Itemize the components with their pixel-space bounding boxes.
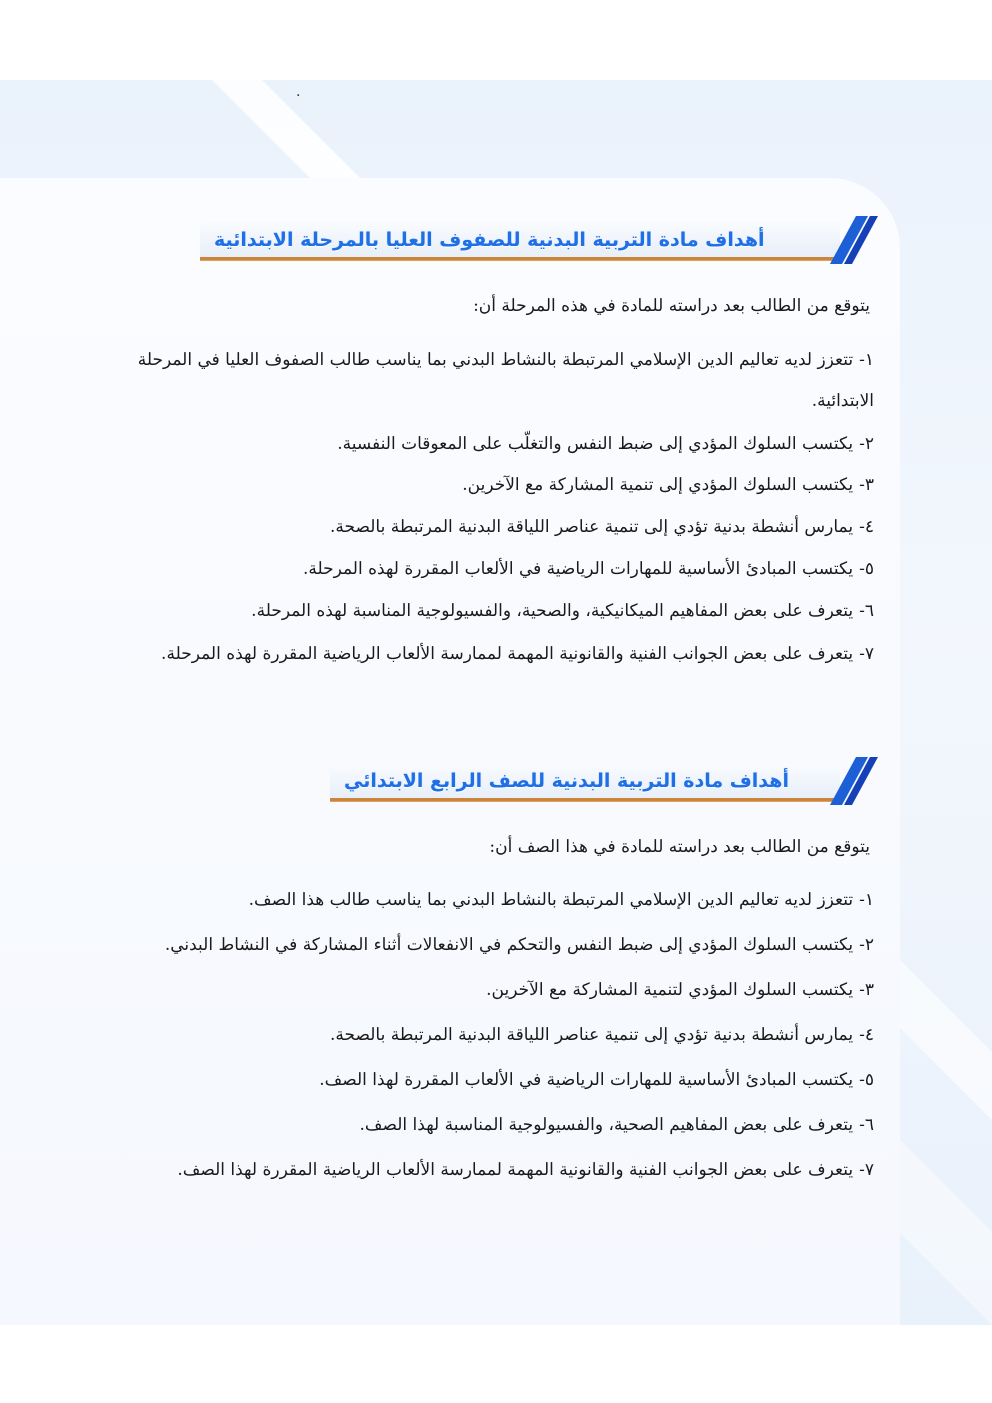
section1-item-1: ١-تتعزز لديه تعاليم الدين الإسلامي المرتبطة بالنشاط البدني بما يناسب طالب الصفوف العليا في المرحلة الابتدائية. — [137, 350, 874, 411]
section1-heading-bar — [200, 222, 840, 260]
section2-item-7: ٧-يتعرف على بعض الجوانب الفنية والقانونية المهمة لممارسة الألعاب الرياضية المقررة لهذا الصف. — [177, 1160, 874, 1180]
section2-item-1: ١-تتعزز لديه تعاليم الدين الإسلامي المرتبطة بالنشاط البدني بما يناسب طالب هذا الصف. — [248, 890, 874, 910]
section2-item-3: ٣-يكتسب السلوك المؤدي لتنمية المشاركة مع الآخرين. — [486, 980, 874, 1000]
section1-item-6: ٦-يتعرف على بعض المفاهيم الميكانيكية، والصحية، والفسيولوجية المناسبة لهذه المرحلة. — [251, 601, 874, 621]
stray-mark: . — [296, 84, 301, 100]
section1-item-2: ٢-يكتسب السلوك المؤدي إلى ضبط النفس والتغلّب على المعوقات النفسية. — [337, 434, 874, 454]
heading-slash-icon — [828, 216, 878, 264]
section1-item-4: ٤-يمارس أنشطة بدنية تؤدي إلى تنمية عناصر اللياقة البدنية المرتبطة بالصحة. — [330, 517, 874, 537]
section1-heading — [202, 216, 892, 264]
section2-intro: يتوقع من الطالب بعد دراسته للمادة في هذا الصف أن: — [489, 837, 870, 857]
section1-intro: يتوقع من الطالب بعد دراسته للمادة في هذه المرحلة أن: — [473, 296, 870, 316]
section1-item-7: ٧-يتعرف على بعض الجوانب الفنية والقانونية المهمة لممارسة الألعاب الرياضية المقررة لهذه المرحلة. — [161, 644, 874, 664]
section2-item-2: ٢-يكتسب السلوك المؤدي إلى ضبط النفس والتحكم في الانفعالات أثناء المشاركة في النشاط البدني. — [164, 935, 874, 955]
section1-title: أهداف مادة التربية البدنية للصفوف العليا بالمرحلة الابتدائية — [214, 228, 765, 251]
section2-item-4: ٤-يمارس أنشطة بدنية تؤدي إلى تنمية عناصر اللياقة البدنية المرتبطة بالصحة. — [330, 1025, 874, 1045]
section2-item-5: ٥-يكتسب المبادئ الأساسية للمهارات الرياضية في الألعاب المقررة لهذا الصف. — [319, 1070, 874, 1090]
section2-heading — [332, 757, 892, 805]
section2-item-6: ٦-يتعرف على بعض المفاهيم الصحية، والفسيولوجية المناسبة لهذا الصف. — [359, 1115, 874, 1135]
section1-item-5: ٥-يكتسب المبادئ الأساسية للمهارات الرياضية في الألعاب المقررة لهذه المرحلة. — [302, 559, 874, 579]
heading-slash-icon — [828, 757, 878, 805]
section2-heading-bar — [330, 763, 840, 801]
section2-title: أهداف مادة التربية البدنية للصف الرابع الابتدائي — [344, 769, 789, 792]
section1-item-3: ٣-يكتسب السلوك المؤدي إلى تنمية المشاركة مع الآخرين. — [462, 475, 874, 495]
